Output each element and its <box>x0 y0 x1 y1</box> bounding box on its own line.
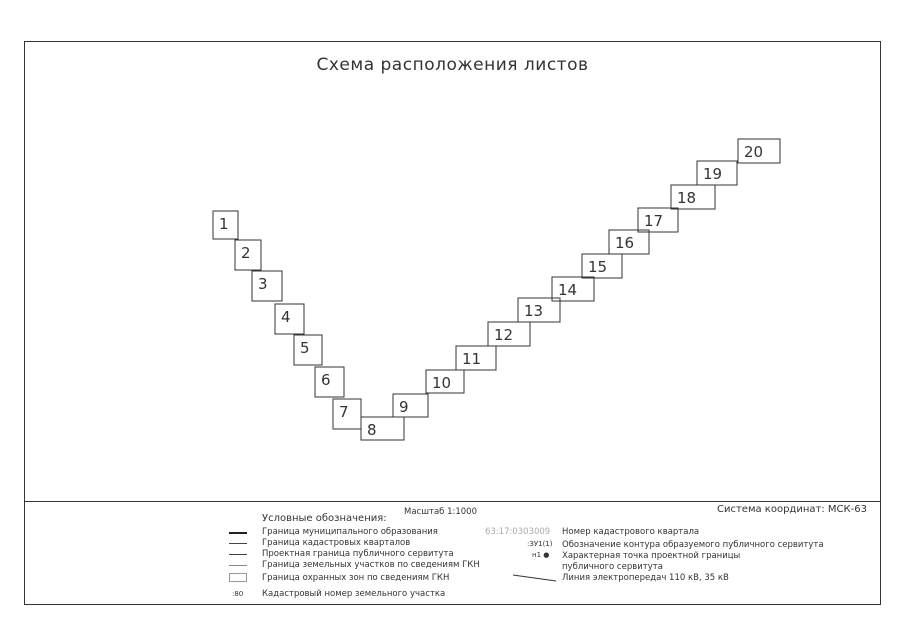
sheet-number: 16 <box>615 234 635 252</box>
sheet-number: 13 <box>524 302 544 320</box>
legend-item-powerline: Линия электропередач 110 кВ, 35 кВ <box>562 573 729 583</box>
sheet-number: 6 <box>321 371 331 389</box>
sheet-number: 9 <box>399 398 409 416</box>
sheet-7 <box>333 399 361 429</box>
sheet-number: 3 <box>258 275 268 293</box>
sheet-12 <box>488 322 530 346</box>
legend-heading: Условные обозначения: <box>262 513 387 524</box>
legend-item-quarters: Граница кадастровых кварталов <box>262 538 411 548</box>
legend-item-quarter-number: Номер кадастрового квартала <box>562 527 700 537</box>
sheet-10 <box>426 370 464 393</box>
sheet-11 <box>456 346 496 370</box>
sheet-number: 19 <box>703 165 723 183</box>
protection-zone-symbol <box>229 573 247 582</box>
sheet-19 <box>697 161 737 185</box>
legend-item-servitude-contour: Обозначение контура образуемого публичного сервитута <box>562 540 824 550</box>
parcel-number-sample: :80 <box>232 590 244 598</box>
sheet-6 <box>315 367 344 397</box>
sheet-5 <box>294 335 322 365</box>
sheet-number: 10 <box>432 374 452 392</box>
quarter-boundary-symbol <box>229 543 247 544</box>
sheet-15 <box>582 254 622 278</box>
legend-item-point: Характерная точка проектной границы публичного сервитута <box>562 551 741 572</box>
sheet-number: 15 <box>588 258 608 276</box>
legend-item-municipal: Граница муниципального образования <box>262 527 438 537</box>
sheet-number: 14 <box>558 281 578 299</box>
crs-label: Система координат: МСК-63 <box>717 504 867 515</box>
scale-label: Масштаб 1:1000 <box>404 507 478 517</box>
legend-divider <box>24 501 881 502</box>
sheet-2 <box>235 240 261 270</box>
sheet-number: 11 <box>462 350 482 368</box>
legend-item-zones: Граница охранных зон по сведениям ГКН <box>262 573 450 583</box>
sheet-number: 4 <box>281 308 291 326</box>
sheet-number: 7 <box>339 403 349 421</box>
servitude-contour-sample: :ЗУ1(1) <box>527 540 553 548</box>
sheet-number: 5 <box>300 339 310 357</box>
sheet-number: 12 <box>494 326 514 344</box>
legend-item-parcels: Граница земельных участков по сведениям ГКН <box>262 560 480 570</box>
point-dot-icon: ● <box>543 551 550 559</box>
sheet-number: 8 <box>367 421 377 439</box>
sheet-14 <box>552 277 594 301</box>
sheet-8 <box>361 417 404 440</box>
sheet-20 <box>738 139 780 163</box>
sheet-9 <box>393 394 428 417</box>
sheet-13 <box>518 298 560 322</box>
sheet-number: 20 <box>744 143 764 161</box>
municipal-boundary-symbol <box>229 532 247 534</box>
point-label: н1 <box>532 551 542 559</box>
quarter-number-sample: 63:17:0303009 <box>485 527 551 537</box>
sheet-3 <box>252 271 282 301</box>
sheet-1 <box>213 211 238 239</box>
servitude-boundary-symbol <box>229 554 247 555</box>
point-sample <box>532 551 549 559</box>
sheet-number: 2 <box>241 244 251 262</box>
powerline-symbol <box>512 573 558 583</box>
legend-item-parcel-number: Кадастровый номер земельного участка <box>262 589 446 599</box>
sheet-number: 18 <box>677 189 697 207</box>
legend-item-servitude: Проектная граница публичного сервитута <box>262 549 454 559</box>
sheet-4 <box>275 304 304 334</box>
parcel-boundary-symbol <box>229 565 247 566</box>
sheet-number: 1 <box>219 215 229 233</box>
sheet-16 <box>609 230 649 254</box>
sheet-17 <box>638 208 678 232</box>
sheet-18 <box>671 185 715 209</box>
page-title: Схема расположения листов <box>316 55 589 75</box>
sheet-number: 17 <box>644 212 664 230</box>
